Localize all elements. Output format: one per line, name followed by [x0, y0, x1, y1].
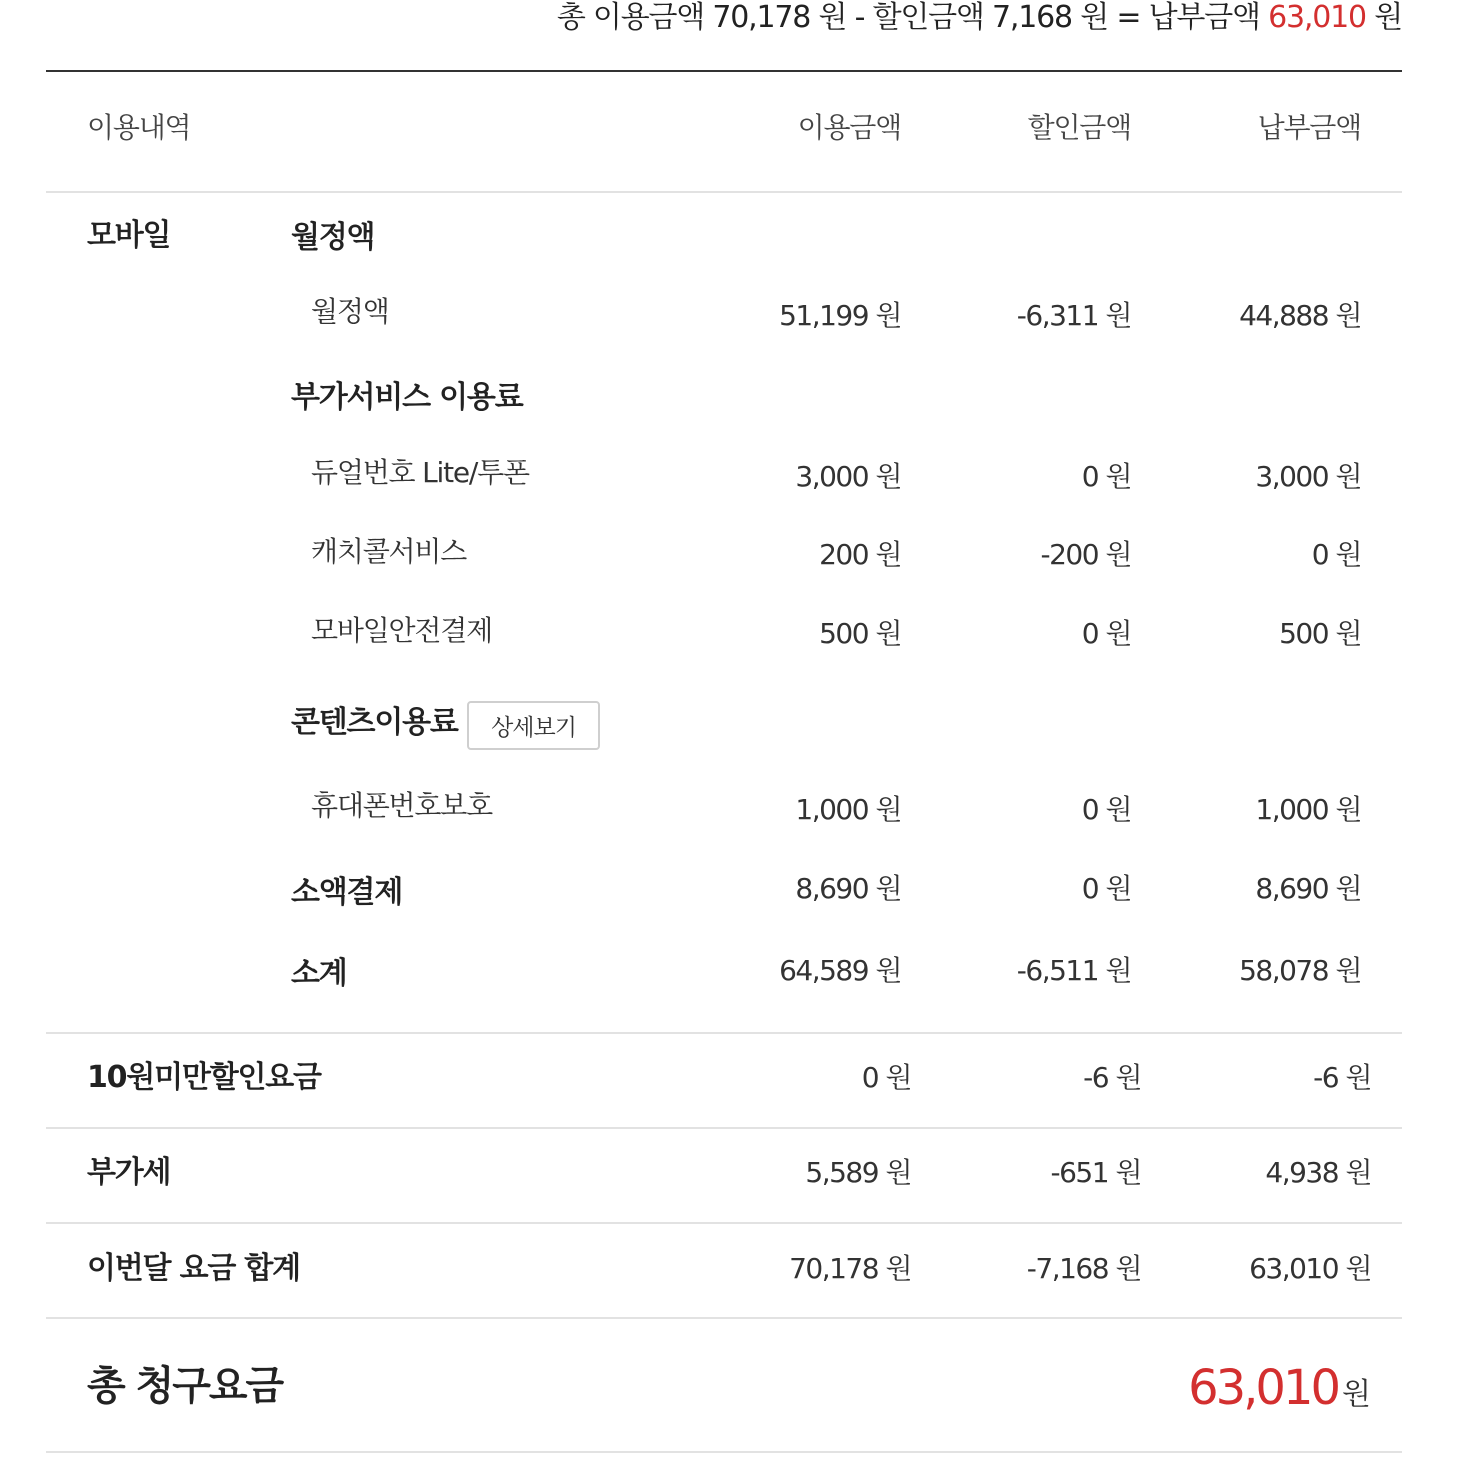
item-name: 소액결제	[291, 875, 403, 910]
item-use: 3,000 원	[795, 460, 901, 493]
row-use: 70,178 원	[789, 1252, 911, 1285]
row-use: 0 원	[861, 1061, 911, 1094]
item-name: 듀얼번호 Lite/투폰	[311, 456, 529, 489]
item-discount: -200 원	[1040, 538, 1131, 571]
group-addon: 부가서비스 이용료	[291, 380, 523, 415]
grand-total-value: 63,010	[1188, 1360, 1339, 1416]
top-divider	[46, 70, 1402, 72]
item-name: 소계	[291, 956, 347, 991]
section-divider	[46, 1222, 1402, 1224]
item-discount: 0 원	[1081, 872, 1131, 905]
section-divider	[46, 1032, 1402, 1034]
item-pay: 3,000 원	[1255, 460, 1361, 493]
row-use: 5,589 원	[805, 1156, 911, 1189]
row-label: 이번달 요금 합계	[87, 1251, 300, 1286]
row-discount: -7,168 원	[1026, 1252, 1141, 1285]
col-header-pay: 납부금액	[1257, 111, 1361, 144]
row-label: 10원미만할인요금	[87, 1060, 321, 1095]
section-divider	[46, 1127, 1402, 1129]
bottom-divider	[46, 1451, 1402, 1453]
item-use: 500 원	[819, 617, 901, 650]
row-pay: 4,938 원	[1265, 1156, 1371, 1189]
summary-prefix: 총 이용금액 70,178 원 - 할인금액 7,168 원 = 납부금액	[556, 0, 1269, 35]
item-pay: 0 원	[1311, 538, 1361, 571]
item-name: 캐치콜서비스	[311, 535, 467, 568]
item-discount: -6,311 원	[1016, 299, 1131, 332]
section-divider	[46, 1317, 1402, 1319]
group-monthly: 월정액	[291, 220, 375, 255]
row-pay: -6 원	[1313, 1061, 1371, 1094]
grand-total-amount	[1188, 1360, 1371, 1416]
item-discount: 0 원	[1081, 460, 1131, 493]
item-name: 휴대폰번호보호	[311, 789, 492, 822]
group-content: 콘텐츠이용료	[291, 705, 458, 740]
item-pay: 500 원	[1279, 617, 1361, 650]
item-discount: -6,511 원	[1016, 954, 1131, 987]
detail-view-button[interactable]: 상세보기	[467, 701, 600, 750]
row-pay: 63,010 원	[1249, 1252, 1371, 1285]
item-pay: 1,000 원	[1255, 793, 1361, 826]
col-header-discount: 할인금액	[1027, 111, 1131, 144]
grand-total-unit: 원	[1342, 1377, 1371, 1412]
item-name: 월정액	[311, 295, 389, 328]
item-discount: 0 원	[1081, 617, 1131, 650]
item-pay: 8,690 원	[1255, 872, 1361, 905]
row-discount: -651 원	[1050, 1156, 1141, 1189]
row-discount: -6 원	[1083, 1061, 1141, 1094]
col-header-item: 이용내역	[87, 111, 191, 144]
item-pay: 58,078 원	[1239, 954, 1361, 987]
bill-summary	[557, 0, 1402, 36]
item-name: 모바일안전결제	[311, 614, 492, 647]
item-use: 64,589 원	[779, 954, 901, 987]
category-mobile: 모바일	[87, 218, 171, 253]
item-discount: 0 원	[1081, 793, 1131, 826]
summary-pay-amount: 63,010	[1268, 0, 1366, 35]
item-pay: 44,888 원	[1239, 299, 1361, 332]
item-use: 200 원	[819, 538, 901, 571]
item-use: 51,199 원	[779, 299, 901, 332]
col-header-use: 이용금액	[797, 111, 901, 144]
header-divider	[46, 191, 1402, 193]
item-use: 8,690 원	[795, 872, 901, 905]
row-label: 부가세	[87, 1155, 171, 1190]
grand-total-label: 총 청구요금	[87, 1363, 283, 1409]
item-use: 1,000 원	[795, 793, 901, 826]
summary-suffix: 원	[1365, 0, 1402, 35]
